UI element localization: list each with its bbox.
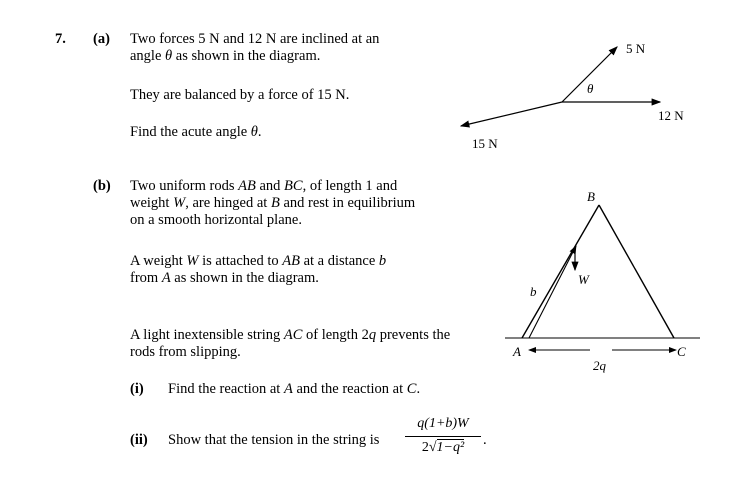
- part-b-line4: A weight W is attached to AB at a distance b: [130, 253, 387, 269]
- label-a: A: [513, 344, 521, 359]
- part-a-label: (a): [93, 31, 110, 47]
- sub-ii-text: Show that the tension in the string is: [168, 432, 380, 448]
- tension-denominator: 2√1−q²: [421, 440, 465, 455]
- sub-ii-period: .: [483, 432, 487, 448]
- part-b-line2: weight W, are hinged at B and rest in equilibrium: [130, 195, 416, 211]
- label-w: W: [578, 272, 589, 287]
- part-a-find: Find the acute angle θ.: [130, 124, 262, 140]
- label-b-vertex: B: [587, 189, 595, 204]
- question-number: 7.: [55, 31, 66, 47]
- label-2q: 2q: [593, 358, 606, 373]
- tension-numerator: q(1+b)W: [417, 416, 469, 431]
- rod-bc: [599, 205, 674, 338]
- part-b-line7: rods from slipping.: [130, 344, 241, 360]
- sub-ii-label: (ii): [130, 432, 148, 448]
- part-a-line1: Two forces 5 N and 12 N are inclined at an: [130, 31, 380, 47]
- force-15n-label: 15 N: [472, 136, 498, 151]
- part-b-line6: A light inextensible string AC of length 2q prevents the: [130, 327, 451, 343]
- part-a-balanced: They are balanced by a force of 15 N.: [130, 87, 350, 103]
- part-a-line2: angle θ as shown in the diagram.: [130, 48, 321, 64]
- sub-i-text: Find the reaction at A and the reaction at C.: [168, 381, 421, 397]
- angle-theta-label: θ: [587, 81, 594, 96]
- part-b-line1: Two uniform rods AB and BC, of length 1 and: [130, 178, 398, 194]
- force-12n-label: 12 N: [658, 108, 684, 123]
- part-b-line5: from A as shown in the diagram.: [130, 270, 319, 286]
- label-b-distance: b: [530, 284, 537, 299]
- part-b-line3: on a smooth horizontal plane.: [130, 212, 302, 228]
- part-b-label: (b): [93, 178, 111, 194]
- force-5n-label: 5 N: [626, 41, 646, 56]
- label-c: C: [677, 344, 686, 359]
- sub-i-label: (i): [130, 381, 144, 397]
